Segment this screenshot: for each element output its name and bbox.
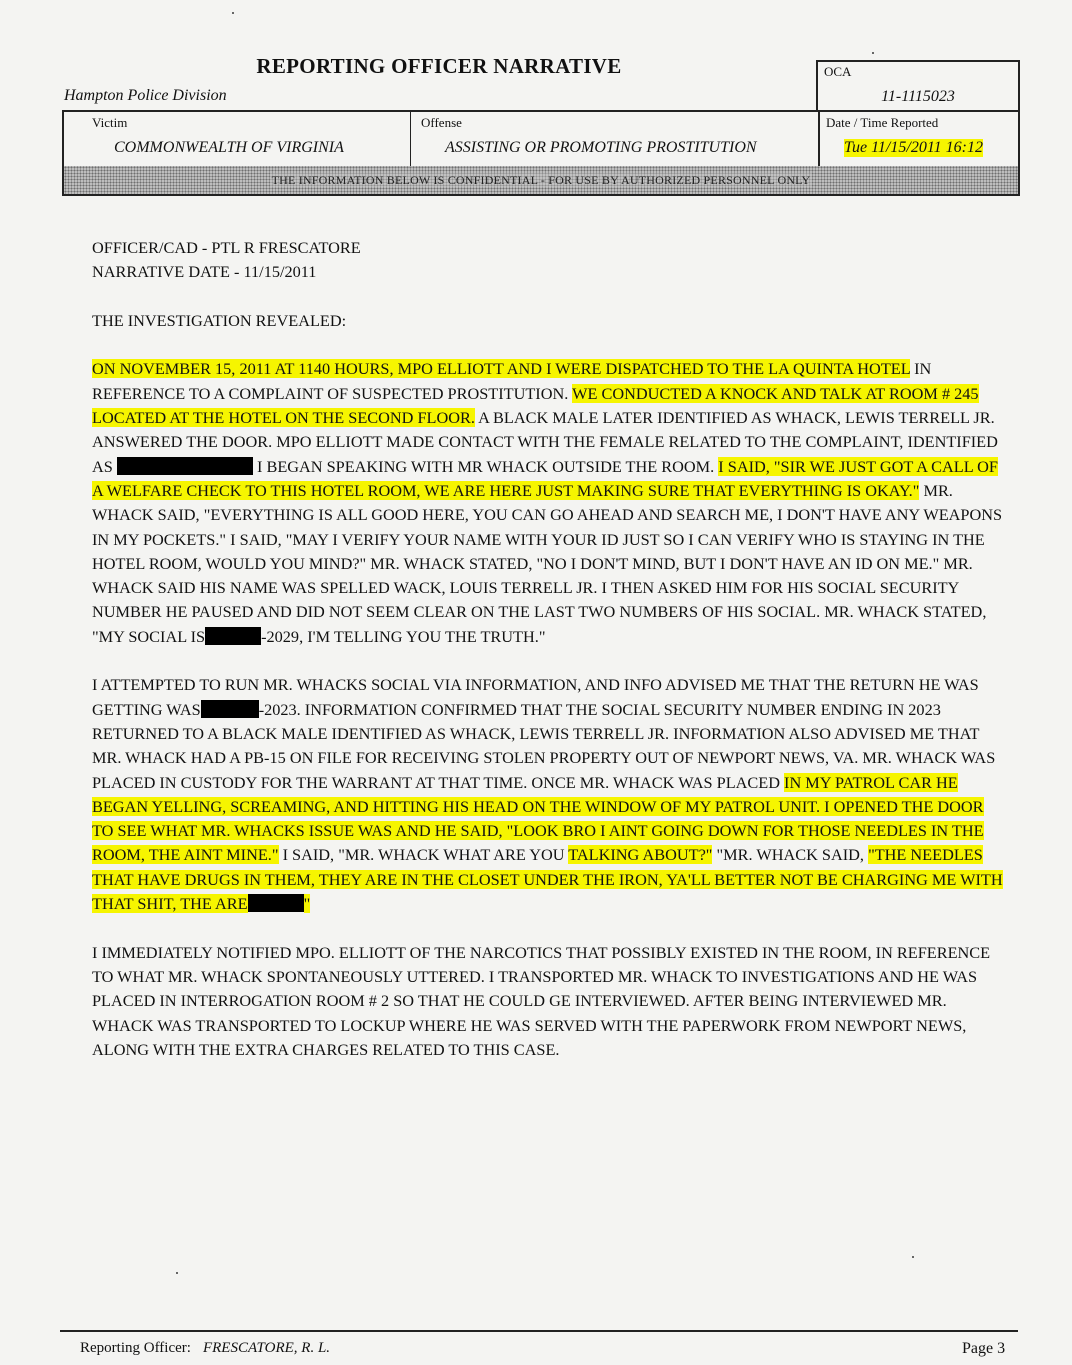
offense-cell (410, 112, 819, 168)
page-number: Page 3 (962, 1340, 1006, 1357)
report-header (62, 50, 1018, 200)
redaction-box (117, 457, 253, 475)
reporting-officer-label: Reporting Officer: (80, 1340, 191, 1356)
oca-box (816, 60, 1020, 112)
offense-value: ASSISTING OR PROMOTING PROSTITUTION (445, 139, 757, 156)
highlighted-text: IN MY PATROL CAR HE BEGAN YELLING, SCREAMING, AND HITTING HIS HEAD ON THE WINDOW OF MY PATROL UNIT. I OPENED THE DOOR TO SEE WHAT MR. WHACKS ISSUE WAS AND HE SAID, "LOOK BRO I AINT GOING DOWN FOR THOSE NEEDLES IN THE ROOM, THE AINT MINE." (92, 772, 984, 865)
investigation-intro: THE INVESTIGATION REVEALED: (92, 310, 347, 330)
victim-value: COMMONWEALTH OF VIRGINIA (114, 139, 344, 156)
confidential-banner (62, 166, 1020, 196)
narrative-paragraph-2 (92, 673, 1007, 916)
paragraph-text: I BEGAN SPEAKING WITH MR WHACK OUTSIDE THE ROOM. (252, 456, 719, 476)
date-reported-label: Date / Time Reported (826, 115, 939, 130)
scan-speck (912, 1256, 914, 1258)
narrative-paragraph-1 (92, 357, 1007, 649)
narrative-date-line: NARRATIVE DATE - 11/15/2011 (92, 262, 317, 282)
paragraph-text: -2023. INFORMATION CONFIRMED THAT THE SOCIAL SECURITY NUMBER ENDING IN 2023 RETURNED TO A BLACK MALE IDENTIFIED AS WHACK, LEWIS TERRELL JR. INFORMATION ALSO ADVISED ME THAT MR. WHACK HAD A PB-15 ON FILE FOR RECEIVING STOLEN PROPERTY OUT OF NEWPORT NEWS, VA. MR. WHACK WAS PLACED IN CUSTODY FOR THE WARRANT AT THAT TIME. ONCE MR. WHACK WAS PLACED (92, 699, 996, 792)
redaction-box (205, 627, 261, 645)
victim-cell (64, 112, 410, 168)
paragraph-text: A BLACK MALE LATER IDENTIFIED AS WHACK, LEWIS TERRELL JR. ANSWERED THE DOOR. MPO ELLIOTT MADE CONTACT WITH THE FEMALE RELATED TO THE COMPLAINT, IDENTIFIED AS (92, 408, 998, 476)
footer-divider (60, 1330, 1018, 1332)
narrative-body (92, 236, 1007, 1062)
highlighted-text: "THE NEEDLES THAT HAVE DRUGS IN THEM, THEY ARE IN THE CLOSET UNDER THE IRON, YA'LL BETTER NOT BE CHARGING ME WITH THAT SHIT, THE ARE (92, 845, 1003, 914)
highlighted-text: I SAID, "SIR WE JUST GOT A CALL OF A WELFARE CHECK TO THIS HOTEL ROOM, WE ARE HERE JUST MAKING SURE THAT EVERYTHING IS OKAY." (92, 456, 998, 500)
paragraph-text: MR. WHACK SAID, "EVERYTHING IS ALL GOOD HERE, YOU CAN GO AHEAD AND SEARCH ME, I DON'T HAVE ANY WEAPONS IN MY POCKETS." I SAID, "MAY I VERIFY YOUR NAME WITH YOUR ID JUST SO I CAN VERIFY WHO IS STAYING IN THE HOTEL ROOM, WOULD YOU MIND?" MR. WHACK STATED, "NO I DON'T MIND, BUT I DON'T HAVE AN ID ON ME." MR. WHACK SAID HIS NAME WAS SPELLED WACK, LOUIS TERRELL JR. I THEN ASKED HIM FOR HIS SOCIAL SECURITY NUMBER HE PAUSED AND DID NOT SEEM CLEAR ON THE LAST TWO NUMBERS OF HIS SOCIAL. MR. WHACK STATED, "MY SOCIAL IS (92, 480, 1003, 646)
paragraph-text: "MR. WHACK SAID, (712, 845, 869, 865)
footer-officer (80, 1340, 330, 1357)
highlighted-text: " (303, 894, 311, 914)
oca-number: 11-1115023 (881, 88, 955, 105)
paragraph-text: I SAID, "MR. WHACK WHAT ARE YOU (278, 845, 569, 865)
paragraph-text: -2029, I'M TELLING YOU THE TRUTH." (261, 626, 546, 646)
highlighted-text: WE CONDUCTED A KNOCK AND TALK AT ROOM # 245 LOCATED AT THE HOTEL ON THE SECOND FLOOR. (92, 383, 979, 428)
oca-label: OCA (824, 64, 852, 79)
scan-speck (232, 12, 234, 14)
redaction-box (248, 894, 304, 912)
highlighted-text: TALKING ABOUT?" (568, 845, 713, 865)
offense-label: Offense (421, 115, 462, 130)
scan-speck (872, 52, 874, 54)
case-info-row (62, 110, 1020, 170)
officer-line: OFFICER/CAD - PTL R FRESCATORE (92, 238, 361, 257)
date-reported-value: Tue 11/15/2011 16:12 (844, 139, 983, 156)
scan-speck (176, 1272, 178, 1274)
highlighted-text: ON NOVEMBER 15, 2011 AT 1140 HOURS, MPO ELLIOTT AND I WERE DISPATCHED TO THE LA QUINTA HOTEL (92, 359, 911, 379)
report-title: REPORTING OFFICER NARRATIVE (256, 54, 622, 78)
victim-label: Victim (92, 115, 128, 130)
paragraph-text: I ATTEMPTED TO RUN MR. WHACKS SOCIAL VIA INFORMATION, AND INFO ADVISED ME THAT THE RETURN HE WAS GETTING WAS (92, 675, 979, 719)
agency-name: Hampton Police Division (64, 87, 227, 104)
narrative-paragraph-3: I IMMEDIATELY NOTIFIED MPO. ELLIOTT OF THE NARCOTICS THAT POSSIBLY EXISTED IN THE ROOM, IN REFERENCE TO WHAT MR. WHACK SPONTANEOUSLY UTTERED. I TRANSPORTED MR. WHACK TO INVESTIGATIONS AND HE WAS PLACED IN INTERROGATION ROOM # 2 SO THAT HE COULD GE INTERVIEWED. AFTER BEING INTERVIEWED MR. WHACK WAS TRANSPORTED TO LOCKUP WHERE HE WAS SERVED WITH THE PAPERWORK FROM NEWPORT NEWS, ALONG WITH THE EXTRA CHARGES RELATED TO THIS CASE. (92, 942, 991, 1059)
confidential-text: THE INFORMATION BELOW IS CONFIDENTIAL - FOR USE BY AUTHORIZED PERSONNEL ONLY (271, 173, 811, 187)
date-reported-cell (818, 112, 1020, 168)
redaction-box (201, 700, 259, 718)
paragraph-text: IN REFERENCE TO A COMPLAINT OF SUSPECTED PROSTITUTION. (92, 359, 932, 403)
reporting-officer-name: FRESCATORE, R. L. (202, 1340, 331, 1356)
